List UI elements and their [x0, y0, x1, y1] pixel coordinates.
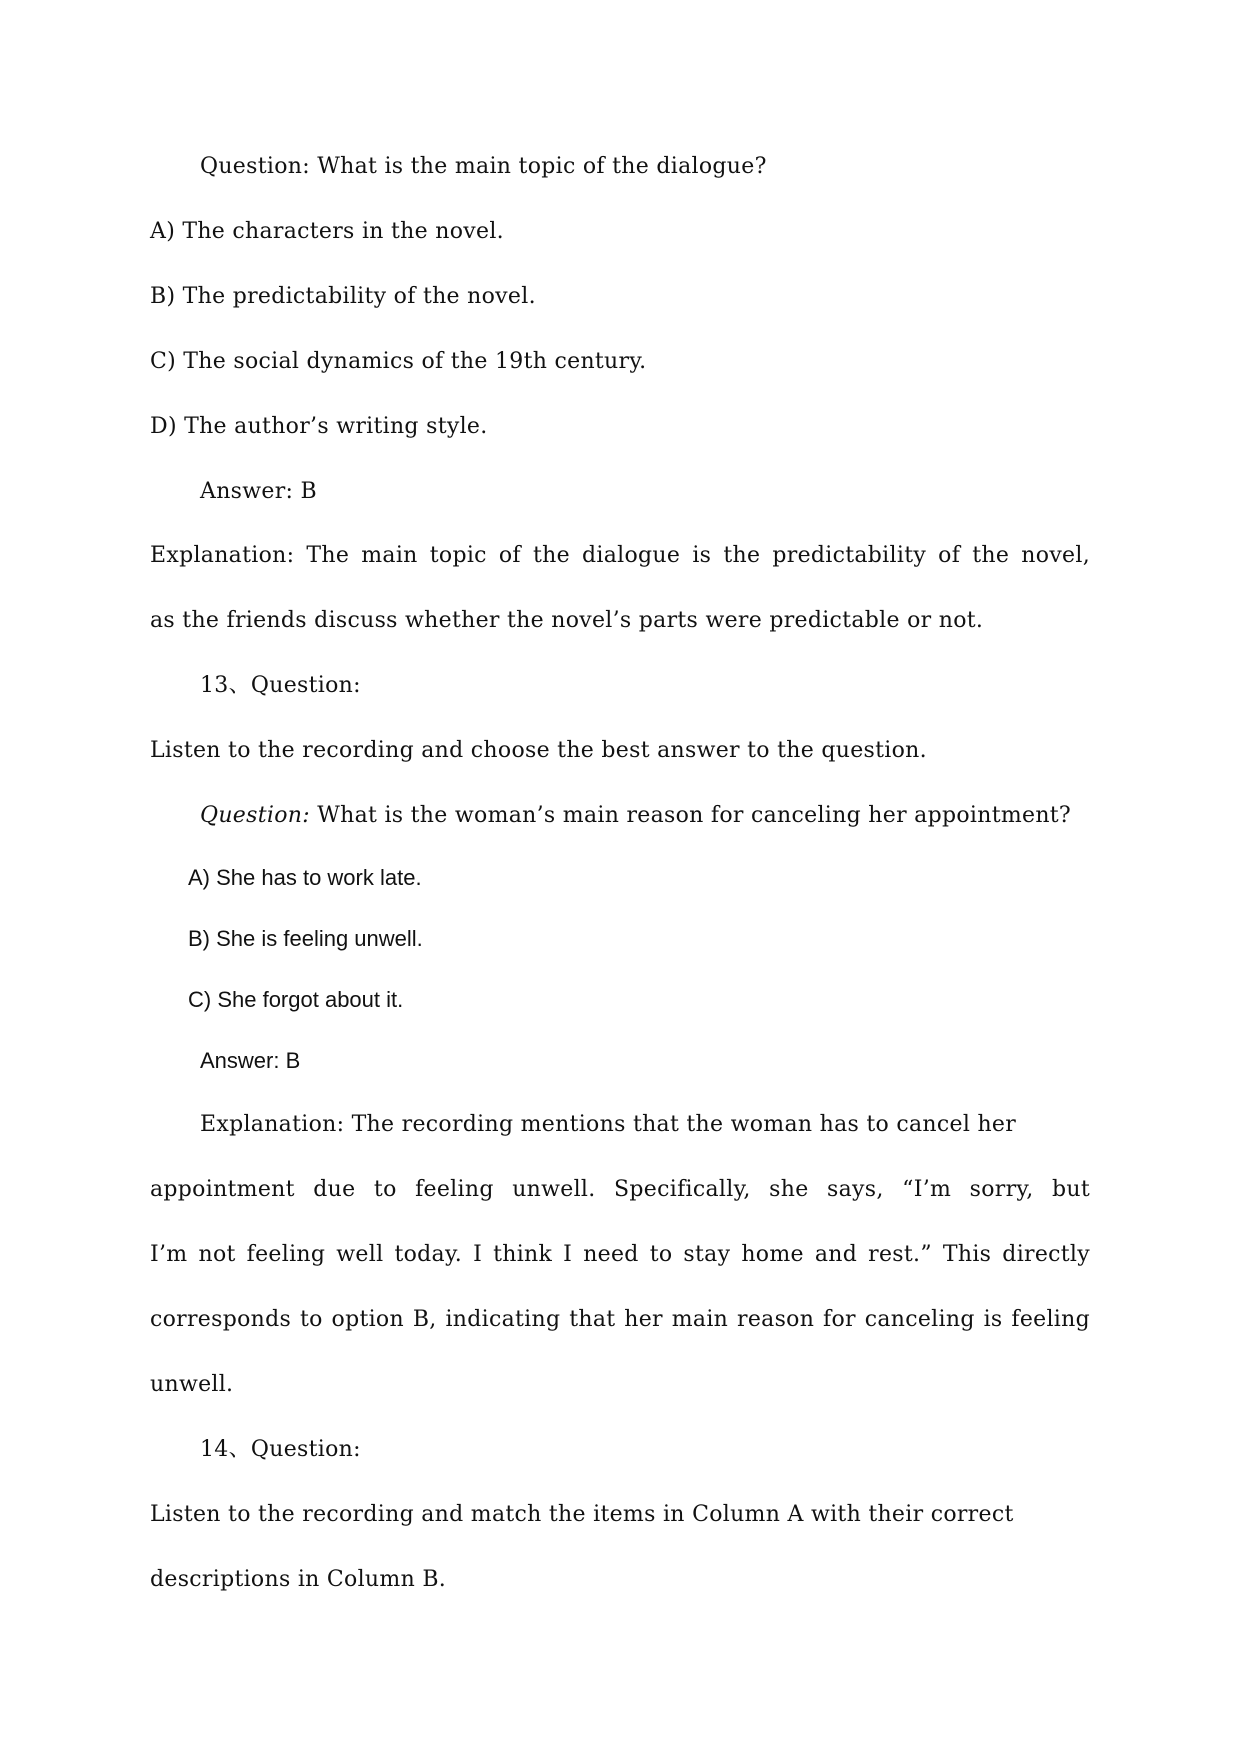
explanation-line: as the friends discuss whether the novel’s parts were predictable or not. [150, 608, 984, 633]
answer-line: Answer: B [200, 1048, 301, 1073]
question-text: What is the woman’s main reason for canceling her appointment? [309, 803, 1072, 828]
explanation-line: Explanation: The recording mentions that the woman has to cancel her [200, 1112, 1017, 1137]
option-a: A) She has to work late. [188, 865, 422, 890]
explanation-line: unwell. [150, 1372, 234, 1397]
explanation-line: I’m not feeling well today. I think I need to stay home and rest.” This directly [150, 1242, 1090, 1267]
question-13-header: 13、Question: [200, 673, 361, 698]
option-b: B) She is feeling unwell. [188, 926, 423, 951]
question-13-instruction: Listen to the recording and choose the best answer to the question. [150, 738, 927, 763]
question-14-instruction: Listen to the recording and match the items in Column A with their correct [150, 1502, 1014, 1527]
option-d: D) The author’s writing style. [150, 414, 488, 439]
question-label: Question: [200, 803, 310, 828]
option-c: C) She forgot about it. [188, 987, 404, 1012]
option-a: A) The characters in the novel. [150, 219, 504, 244]
explanation-line: appointment due to feeling unwell. Specifically, she says, “I’m sorry, but [150, 1177, 1090, 1202]
question-13-prompt [200, 801, 1071, 831]
question-14-instruction: descriptions in Column B. [150, 1567, 447, 1592]
explanation-line: corresponds to option B, indicating that her main reason for canceling is feeling [150, 1307, 1090, 1332]
question-14-header: 14、Question: [200, 1437, 361, 1462]
answer-line: Answer: B [200, 479, 317, 504]
option-c: C) The social dynamics of the 19th century. [150, 349, 647, 374]
explanation-line: Explanation: The main topic of the dialogue is the predictability of the novel, [150, 543, 1090, 568]
question-line: Question: What is the main topic of the dialogue? [200, 154, 767, 179]
option-b: B) The predictability of the novel. [150, 284, 536, 309]
